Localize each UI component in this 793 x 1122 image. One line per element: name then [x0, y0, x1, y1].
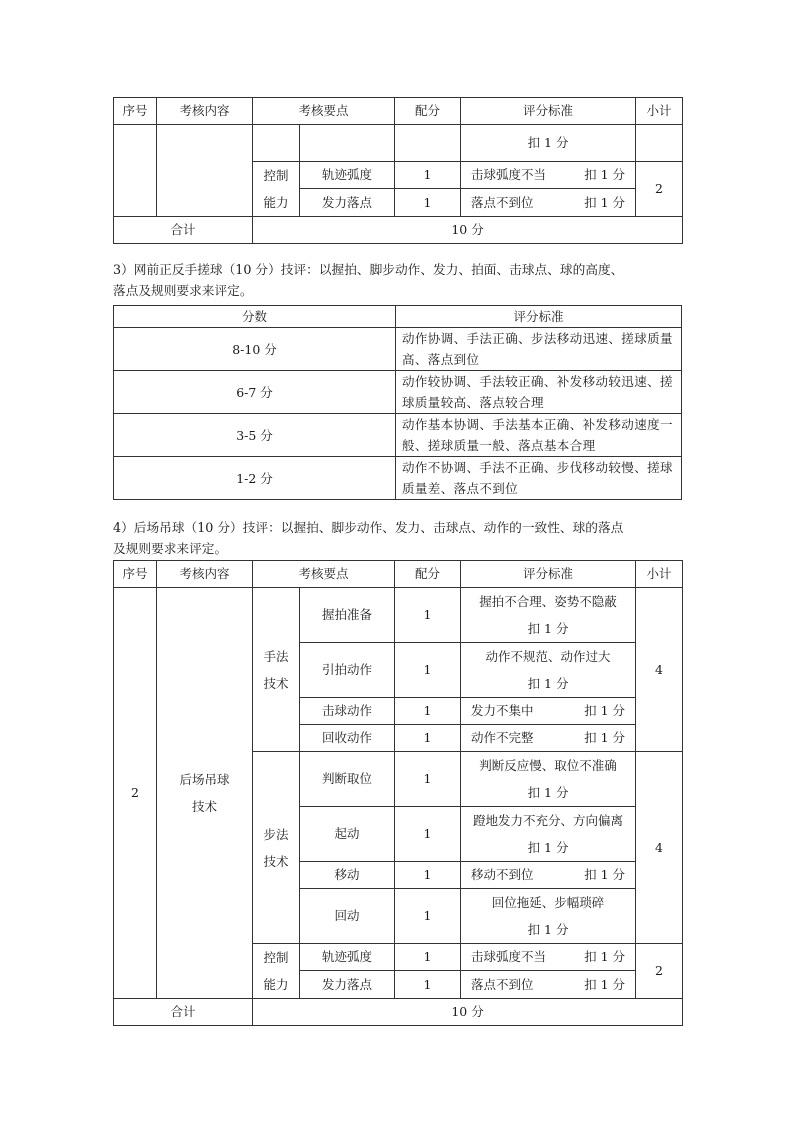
- content-line: 后场吊球: [179, 772, 230, 787]
- score-cell: 1: [395, 944, 461, 971]
- score-cell: 1: [395, 643, 461, 698]
- header-score: 配分: [395, 98, 461, 125]
- fault-text: 落点不到位: [471, 194, 534, 210]
- score-cell: 1: [395, 725, 461, 752]
- index-cell: [114, 125, 157, 217]
- table-row: [114, 414, 682, 457]
- table-header-row: [114, 306, 682, 328]
- criterion-cell: 扣 1 分: [461, 125, 636, 162]
- criterion-cell: [461, 752, 636, 807]
- total-row: [114, 999, 683, 1026]
- fault-text: 判断反应慢、取位不准确: [479, 758, 617, 773]
- table-row: [114, 125, 683, 162]
- point-cell: 轨迹弧度: [300, 944, 395, 971]
- score-cell: [395, 125, 461, 162]
- fault-text: 击球弧度不当: [471, 949, 547, 964]
- group-label-hand: [253, 588, 300, 752]
- deduct-text: 扣 1 分: [527, 676, 569, 691]
- group-label-line: 技术: [263, 853, 289, 869]
- subtotal-cell: 2: [636, 944, 683, 999]
- point-cell: 判断取位: [300, 752, 395, 807]
- point-cell: 发力落点: [300, 971, 395, 999]
- content-cell: [157, 588, 253, 999]
- criterion-cell: [461, 807, 636, 862]
- paragraph-line: 及规则要求来评定。: [113, 541, 228, 556]
- score-cell: 1: [395, 698, 461, 725]
- header-index: 序号: [114, 561, 157, 588]
- header-subtotal: 小计: [636, 98, 683, 125]
- fault-text: 握拍不合理、姿势不隐蔽: [479, 594, 617, 609]
- table-row: [114, 328, 682, 371]
- criterion-cell: [461, 889, 636, 944]
- header-criteria: 评分标准: [396, 306, 682, 328]
- point-cell: 发力落点: [300, 189, 395, 217]
- deduct-text: 扣 1 分: [584, 194, 626, 210]
- score-range: 3-5 分: [114, 414, 396, 457]
- group-label-line: 能力: [263, 195, 289, 210]
- score-cell: 1: [395, 807, 461, 862]
- total-label: 合计: [114, 999, 253, 1026]
- table-row: [114, 588, 683, 643]
- fault-text: 回位拖延、步幅琐碎: [491, 895, 605, 910]
- group-label-line: 技术: [263, 675, 289, 691]
- group-label-foot: [253, 752, 300, 944]
- total-value: 10 分: [253, 217, 683, 244]
- header-content: 考核内容: [157, 561, 253, 588]
- group-cell: [253, 125, 300, 162]
- deduct-text: 扣 1 分: [584, 976, 626, 992]
- deduct-text: 扣 1 分: [584, 703, 626, 718]
- criterion-cell: [461, 189, 636, 217]
- deduct-text: 扣 1 分: [584, 730, 626, 745]
- table-header-row: [114, 98, 683, 125]
- header-criteria: 评分标准: [461, 561, 636, 588]
- criterion-text: 动作较协调、手法较正确、补发移动较迅速、搓球质量较高、落点较合理: [396, 371, 682, 414]
- header-criteria: 评分标准: [461, 98, 636, 125]
- score-cell: 1: [395, 752, 461, 807]
- section-3-description: [113, 259, 683, 301]
- deduct-text: 扣 1 分: [584, 167, 626, 182]
- criterion-cell: [461, 944, 636, 971]
- header-points: 考核要点: [253, 98, 395, 125]
- score-range: 8-10 分: [114, 328, 396, 371]
- criterion-cell: [461, 725, 636, 752]
- criterion-cell: [461, 971, 636, 999]
- header-score: 分数: [114, 306, 396, 328]
- header-score: 配分: [395, 561, 461, 588]
- point-cell: 握拍准备: [300, 588, 395, 643]
- paragraph-line: 4）后场吊球（10 分）技评：以握拍、脚步动作、发力、击球点、动作的一致性、球的落点: [113, 520, 624, 535]
- fault-text: 移动不到位: [471, 867, 534, 882]
- index-cell: 2: [114, 588, 157, 999]
- score-cell: 1: [395, 971, 461, 999]
- section-4-description: [113, 517, 683, 559]
- criterion-text: 动作协调、手法正确、步法移动迅速、搓球质量高、落点到位: [396, 328, 682, 371]
- scoring-table-continued: [113, 97, 683, 244]
- point-cell: 起动: [300, 807, 395, 862]
- criterion-cell: [461, 588, 636, 643]
- net-shot-scoring-table: [113, 305, 682, 500]
- fault-text: 击球弧度不当: [471, 167, 547, 182]
- fault-text: 发力不集中: [471, 703, 534, 718]
- paragraph-line: 3）网前正反手搓球（10 分）技评：以握拍、脚步动作、发力、拍面、击球点、球的高度、: [113, 262, 624, 277]
- group-label-line: 能力: [263, 977, 289, 992]
- subtotal-cell: [636, 125, 683, 162]
- point-cell: 击球动作: [300, 698, 395, 725]
- header-content: 考核内容: [157, 98, 253, 125]
- table-header-row: [114, 561, 683, 588]
- group-label-control: [253, 944, 300, 999]
- criterion-cell: [461, 698, 636, 725]
- total-row: [114, 217, 683, 244]
- score-cell: 1: [395, 588, 461, 643]
- score-range: 1-2 分: [114, 457, 396, 500]
- criterion-text: 动作不协调、手法不正确、步伐移动较慢、搓球质量差、落点不到位: [396, 457, 682, 500]
- fault-text: 动作不规范、动作过大: [485, 649, 611, 664]
- point-cell: 回收动作: [300, 725, 395, 752]
- deduct-text: 扣 1 分: [527, 785, 569, 800]
- group-label-line: 控制: [263, 168, 289, 183]
- group-label-line: 步法: [263, 826, 289, 842]
- content-cell: [157, 125, 253, 217]
- score-cell: 1: [395, 162, 461, 189]
- point-cell: [300, 125, 395, 162]
- score-range: 6-7 分: [114, 371, 396, 414]
- point-cell: 引拍动作: [300, 643, 395, 698]
- subtotal-cell: 4: [636, 588, 683, 752]
- deduct-text: 扣 1 分: [527, 621, 569, 636]
- fault-text: 蹬地发力不充分、方向偏离: [473, 813, 624, 828]
- subtotal-cell: 2: [636, 162, 683, 217]
- deduct-text: 扣 1 分: [584, 867, 626, 882]
- total-value: 10 分: [253, 999, 683, 1026]
- paragraph-line: 落点及规则要求来评定。: [113, 283, 253, 298]
- header-index: 序号: [114, 98, 157, 125]
- score-cell: 1: [395, 189, 461, 217]
- point-cell: 轨迹弧度: [300, 162, 395, 189]
- criterion-cell: [461, 162, 636, 189]
- group-label-line: 控制: [263, 950, 289, 965]
- criterion-cell: [461, 643, 636, 698]
- content-line: 技术: [191, 799, 217, 814]
- group-label-control: [253, 162, 300, 217]
- header-subtotal: 小计: [636, 561, 683, 588]
- deduct-text: 扣 1 分: [527, 840, 569, 855]
- score-cell: 1: [395, 862, 461, 889]
- fault-text: 动作不完整: [471, 730, 534, 745]
- group-label-line: 手法: [263, 648, 289, 664]
- total-label: 合计: [114, 217, 253, 244]
- point-cell: 回动: [300, 889, 395, 944]
- header-points: 考核要点: [253, 561, 395, 588]
- score-cell: 1: [395, 889, 461, 944]
- table-row: [114, 457, 682, 500]
- point-cell: 移动: [300, 862, 395, 889]
- deduct-text: 扣 1 分: [527, 922, 569, 937]
- criterion-text: 动作基本协调、手法基本正确、补发移动速度一般、搓球质量一般、落点基本合理: [396, 414, 682, 457]
- subtotal-cell: 4: [636, 752, 683, 944]
- table-row: [114, 371, 682, 414]
- deduct-text: 扣 1 分: [584, 949, 626, 964]
- rear-drop-scoring-table: [113, 560, 683, 1026]
- fault-text: 落点不到位: [471, 976, 534, 992]
- criterion-cell: [461, 862, 636, 889]
